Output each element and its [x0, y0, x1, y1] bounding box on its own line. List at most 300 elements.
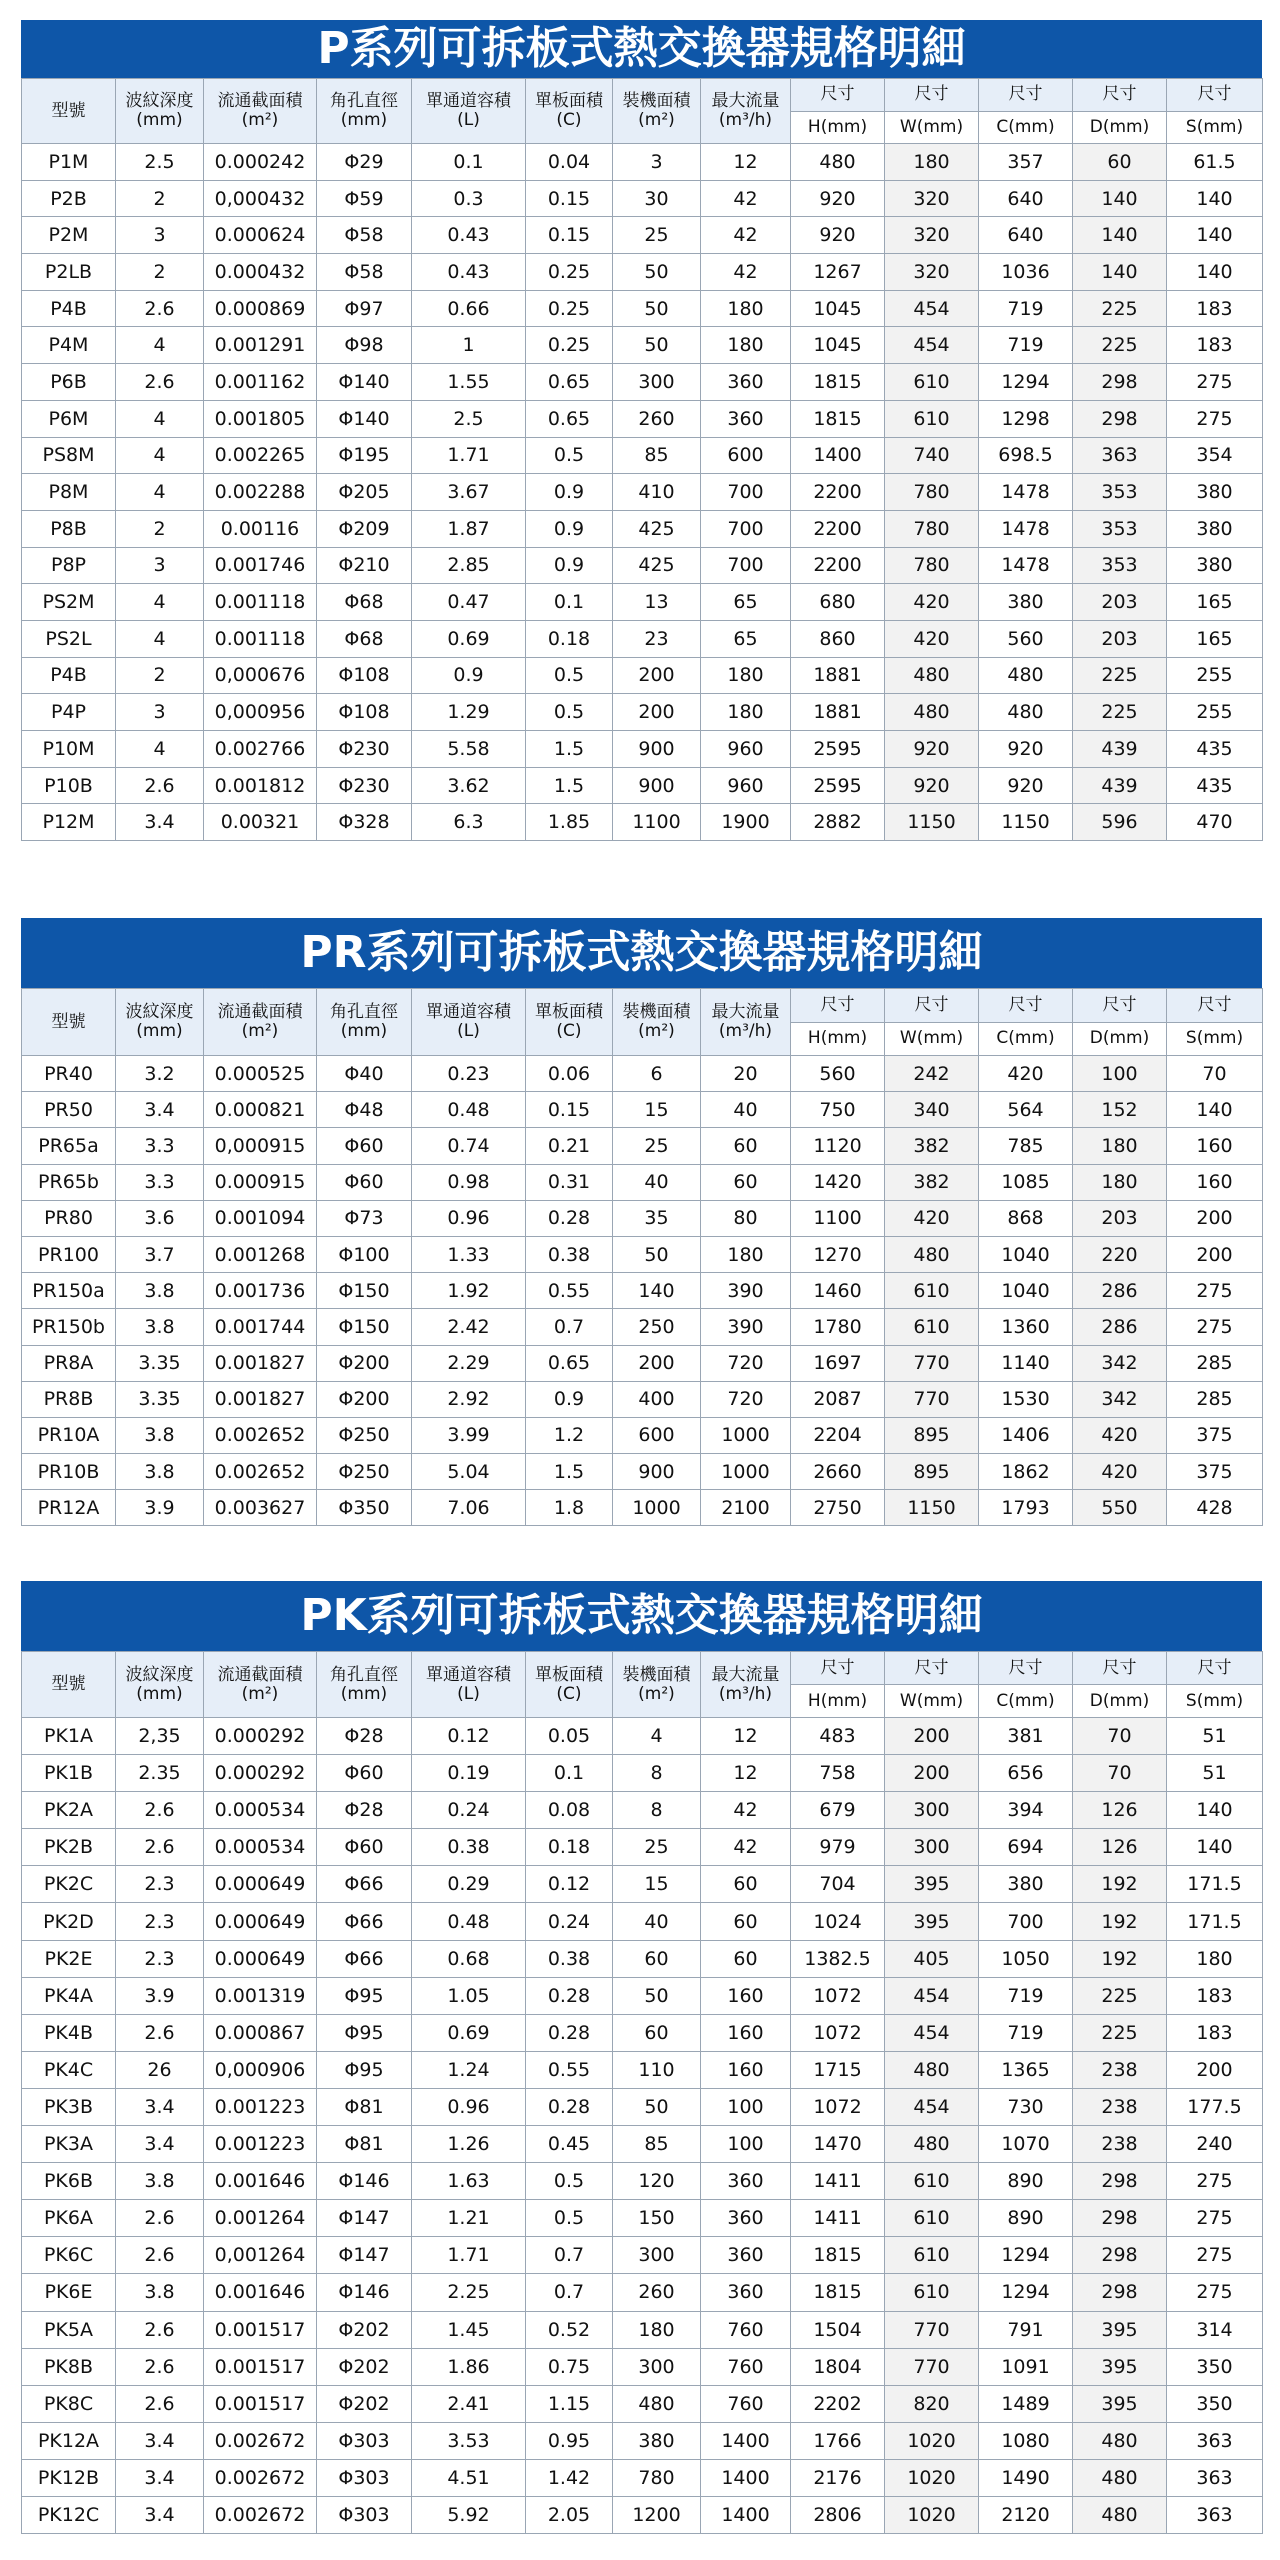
cell-max-flow: 2100	[701, 1490, 791, 1526]
cell-dim-c: 480	[979, 657, 1073, 694]
cell-dim-h: 1504	[791, 2311, 885, 2348]
cell-dim-c: 1489	[979, 2385, 1073, 2422]
cell-machine-area: 150	[613, 2200, 701, 2237]
header-dimension	[1073, 989, 1167, 1023]
cell-dim-c: 698.5	[979, 437, 1073, 474]
header-dim-c	[979, 1022, 1073, 1056]
cell-machine-area: 50	[613, 2088, 701, 2125]
cell-machine-area: 900	[613, 767, 701, 804]
cell-dim-w: 770	[885, 2311, 979, 2348]
header-unit: W(mm)	[899, 116, 964, 137]
cell-dim-d: 353	[1073, 474, 1167, 511]
cell-machine-area: 50	[613, 254, 701, 291]
cell-model: PS8M	[22, 437, 116, 474]
cell-model: P4B	[22, 657, 116, 694]
cell-wave-depth: 2.5	[116, 144, 204, 181]
cell-channel-volume: 1.87	[412, 510, 526, 547]
cell-model: P2LB	[22, 254, 116, 291]
header-flow-area	[204, 1652, 317, 1718]
cell-model: PR65a	[22, 1128, 116, 1164]
cell-dim-w: 1020	[885, 2422, 979, 2459]
header-label: 波紋深度	[125, 91, 194, 111]
cell-model: P4B	[22, 290, 116, 327]
cell-dim-h: 680	[791, 584, 885, 621]
cell-dim-w: 382	[885, 1164, 979, 1200]
table-row	[22, 620, 1263, 657]
cell-dim-s: 375	[1167, 1417, 1263, 1453]
cell-dim-w: 320	[885, 180, 979, 217]
cell-flow-area: 0.000292	[204, 1755, 317, 1792]
cell-dim-d: 203	[1073, 620, 1167, 657]
cell-machine-area: 1200	[613, 2496, 701, 2533]
cell-channel-volume: 0.98	[412, 1164, 526, 1200]
cell-dim-h: 2200	[791, 547, 885, 584]
cell-plate-area: 0.9	[526, 510, 613, 547]
cell-model: PK1A	[22, 1718, 116, 1755]
cell-dim-c: 1150	[979, 804, 1073, 841]
cell-dim-s: 350	[1167, 2348, 1263, 2385]
header-unit: (C)	[556, 1021, 582, 1041]
cell-plate-area: 2.05	[526, 2496, 613, 2533]
cell-dim-d: 395	[1073, 2348, 1167, 2385]
cell-plate-area: 1.2	[526, 1417, 613, 1453]
cell-dim-h: 1411	[791, 2163, 885, 2200]
cell-channel-volume: 0.9	[412, 657, 526, 694]
cell-plate-area: 0.21	[526, 1128, 613, 1164]
cell-dim-c: 1294	[979, 364, 1073, 401]
cell-dim-d: 140	[1073, 254, 1167, 291]
cell-dim-h: 1400	[791, 437, 885, 474]
cell-channel-volume: 5.58	[412, 731, 526, 768]
table-row	[22, 1829, 1263, 1866]
cell-model: P10B	[22, 767, 116, 804]
cell-dim-w: 780	[885, 547, 979, 584]
cell-dim-c: 381	[979, 1718, 1073, 1755]
cell-dim-w: 1150	[885, 804, 979, 841]
header-dim-c	[979, 1685, 1073, 1718]
cell-channel-volume: 0.74	[412, 1128, 526, 1164]
cell-plate-area: 0.9	[526, 547, 613, 584]
cell-port-diameter: Φ95	[317, 2014, 412, 2051]
cell-channel-volume: 7.06	[412, 1490, 526, 1526]
cell-max-flow: 700	[701, 510, 791, 547]
cell-dim-c: 1793	[979, 1490, 1073, 1526]
cell-model: PR10A	[22, 1417, 116, 1453]
cell-dim-h: 1270	[791, 1236, 885, 1272]
cell-dim-c: 357	[979, 144, 1073, 181]
cell-dim-h: 679	[791, 1792, 885, 1829]
pk-series-title: PK系列可拆板式熱交換器規格明細	[21, 1581, 1262, 1651]
cell-dim-d: 126	[1073, 1792, 1167, 1829]
header-flow-area	[204, 79, 317, 144]
cell-dim-d: 238	[1073, 2051, 1167, 2088]
cell-dim-s: 140	[1167, 1792, 1263, 1829]
cell-dim-c: 640	[979, 217, 1073, 254]
header-unit: (L)	[457, 110, 480, 130]
cell-flow-area: 0.001094	[204, 1200, 317, 1236]
cell-channel-volume: 1	[412, 327, 526, 364]
cell-wave-depth: 26	[116, 2051, 204, 2088]
cell-machine-area: 425	[613, 510, 701, 547]
cell-dim-d: 152	[1073, 1092, 1167, 1128]
cell-wave-depth: 3.9	[116, 1977, 204, 2014]
cell-max-flow: 65	[701, 620, 791, 657]
cell-max-flow: 180	[701, 694, 791, 731]
cell-channel-volume: 2.85	[412, 547, 526, 584]
header-unit: C(mm)	[996, 1690, 1055, 1711]
cell-plate-area: 0.7	[526, 2237, 613, 2274]
cell-machine-area: 900	[613, 731, 701, 768]
table-row	[22, 694, 1263, 731]
cell-dim-h: 1804	[791, 2348, 885, 2385]
cell-port-diameter: Φ303	[317, 2422, 412, 2459]
cell-dim-s: 470	[1167, 804, 1263, 841]
cell-dim-w: 610	[885, 2237, 979, 2274]
table-row	[22, 804, 1263, 841]
cell-port-diameter: Φ303	[317, 2459, 412, 2496]
cell-port-diameter: Φ140	[317, 364, 412, 401]
header-label: 流通截面積	[217, 1664, 303, 1685]
table-row	[22, 1417, 1263, 1453]
cell-dim-c: 700	[979, 1903, 1073, 1940]
cell-machine-area: 200	[613, 1345, 701, 1381]
cell-channel-volume: 3.53	[412, 2422, 526, 2459]
header-dimension	[1073, 1652, 1167, 1685]
p-series-panel	[21, 20, 1262, 841]
cell-flow-area: 0.000649	[204, 1940, 317, 1977]
header-label: 裝機面積	[622, 1664, 691, 1685]
cell-dim-w: 1150	[885, 1490, 979, 1526]
cell-channel-volume: 5.92	[412, 2496, 526, 2533]
cell-dim-d: 238	[1073, 2088, 1167, 2125]
cell-model: P1M	[22, 144, 116, 181]
cell-dim-h: 1045	[791, 290, 885, 327]
header-unit: S(mm)	[1185, 116, 1244, 137]
header-dimension	[1167, 1652, 1263, 1685]
cell-max-flow: 65	[701, 584, 791, 621]
cell-port-diameter: Φ60	[317, 1164, 412, 1200]
cell-dim-s: 435	[1167, 767, 1263, 804]
cell-wave-depth: 3.8	[116, 1417, 204, 1453]
cell-machine-area: 425	[613, 547, 701, 584]
cell-max-flow: 60	[701, 1866, 791, 1903]
cell-model: PK2B	[22, 1829, 116, 1866]
cell-dim-s: 240	[1167, 2126, 1263, 2163]
cell-plate-area: 0.04	[526, 144, 613, 181]
cell-dim-d: 395	[1073, 2311, 1167, 2348]
cell-port-diameter: Φ28	[317, 1792, 412, 1829]
header-plate-area	[526, 79, 613, 144]
cell-plate-area: 0.18	[526, 620, 613, 657]
header-label: 波紋深度	[125, 1002, 194, 1022]
cell-channel-volume: 1.21	[412, 2200, 526, 2237]
cell-dim-w: 395	[885, 1903, 979, 1940]
cell-flow-area: 0.001805	[204, 400, 317, 437]
header-label: 型號	[51, 1674, 86, 1694]
cell-dim-h: 1470	[791, 2126, 885, 2163]
header-label: 尺寸	[1197, 994, 1232, 1015]
cell-max-flow: 360	[701, 2237, 791, 2274]
cell-plate-area: 0.65	[526, 364, 613, 401]
cell-model: P6B	[22, 364, 116, 401]
table-row	[22, 364, 1263, 401]
cell-dim-d: 203	[1073, 1200, 1167, 1236]
header-unit: (L)	[457, 1021, 480, 1041]
cell-dim-s: 51	[1167, 1718, 1263, 1755]
cell-dim-c: 868	[979, 1200, 1073, 1236]
cell-wave-depth: 2.6	[116, 2200, 204, 2237]
cell-dim-d: 298	[1073, 400, 1167, 437]
cell-channel-volume: 0.12	[412, 1718, 526, 1755]
header-max-flow	[701, 79, 791, 144]
cell-model: PK2E	[22, 1940, 116, 1977]
cell-machine-area: 40	[613, 1164, 701, 1200]
cell-flow-area: 0.001517	[204, 2385, 317, 2422]
cell-dim-s: 180	[1167, 1940, 1263, 1977]
cell-dim-s: 354	[1167, 437, 1263, 474]
header-unit: D(mm)	[1089, 116, 1150, 137]
cell-channel-volume: 0.23	[412, 1056, 526, 1092]
cell-dim-s: 314	[1167, 2311, 1263, 2348]
cell-port-diameter: Φ150	[317, 1309, 412, 1345]
table-row	[22, 1092, 1263, 1128]
cell-wave-depth: 2.6	[116, 364, 204, 401]
cell-dim-w: 610	[885, 2200, 979, 2237]
cell-plate-area: 0.05	[526, 1718, 613, 1755]
cell-port-diameter: Φ209	[317, 510, 412, 547]
cell-wave-depth: 3.4	[116, 2496, 204, 2533]
header-dimension	[1167, 79, 1263, 112]
cell-model: P2M	[22, 217, 116, 254]
cell-dim-d: 225	[1073, 327, 1167, 364]
cell-dim-w: 770	[885, 1345, 979, 1381]
cell-max-flow: 180	[701, 290, 791, 327]
cell-dim-w: 420	[885, 620, 979, 657]
cell-wave-depth: 2.6	[116, 1792, 204, 1829]
cell-channel-volume: 2.41	[412, 2385, 526, 2422]
cell-dim-h: 1780	[791, 1309, 885, 1345]
cell-port-diameter: Φ97	[317, 290, 412, 327]
cell-model: PR12A	[22, 1490, 116, 1526]
header-unit: H(mm)	[807, 1690, 868, 1711]
header-label: 裝機面積	[622, 91, 691, 111]
cell-dim-d: 225	[1073, 2014, 1167, 2051]
cell-dim-s: 183	[1167, 2014, 1263, 2051]
cell-dim-h: 758	[791, 1755, 885, 1792]
cell-dim-s: 375	[1167, 1454, 1263, 1490]
cell-wave-depth: 2.6	[116, 2385, 204, 2422]
cell-plate-area: 0.28	[526, 1200, 613, 1236]
header-dimension	[979, 989, 1073, 1023]
cell-channel-volume: 1.86	[412, 2348, 526, 2385]
cell-dim-s: 183	[1167, 290, 1263, 327]
cell-port-diameter: Φ66	[317, 1866, 412, 1903]
cell-dim-d: 286	[1073, 1273, 1167, 1309]
cell-flow-area: 0.002672	[204, 2422, 317, 2459]
cell-plate-area: 0.5	[526, 694, 613, 731]
header-port-diameter	[317, 989, 412, 1056]
cell-flow-area: 0.000915	[204, 1164, 317, 1200]
cell-flow-area: 0.001517	[204, 2348, 317, 2385]
cell-dim-h: 1420	[791, 1164, 885, 1200]
cell-wave-depth: 2.6	[116, 1829, 204, 1866]
cell-port-diameter: Φ68	[317, 584, 412, 621]
cell-dim-h: 1411	[791, 2200, 885, 2237]
cell-max-flow: 390	[701, 1309, 791, 1345]
cell-dim-s: 140	[1167, 180, 1263, 217]
cell-port-diameter: Φ81	[317, 2088, 412, 2125]
cell-wave-depth: 3.7	[116, 1236, 204, 1272]
cell-dim-s: 177.5	[1167, 2088, 1263, 2125]
cell-plate-area: 0.12	[526, 1866, 613, 1903]
header-unit: C(mm)	[996, 1028, 1055, 1049]
cell-machine-area: 85	[613, 2126, 701, 2163]
table-row	[22, 1977, 1263, 2014]
cell-model: P8M	[22, 474, 116, 511]
cell-machine-area: 50	[613, 1236, 701, 1272]
cell-plate-area: 0.38	[526, 1940, 613, 1977]
cell-dim-d: 342	[1073, 1381, 1167, 1417]
cell-channel-volume: 0.47	[412, 584, 526, 621]
cell-flow-area: 0.002288	[204, 474, 317, 511]
header-port-diameter	[317, 79, 412, 144]
cell-flow-area: 0.000821	[204, 1092, 317, 1128]
cell-dim-d: 298	[1073, 2237, 1167, 2274]
cell-dim-s: 183	[1167, 1977, 1263, 2014]
cell-dim-s: 165	[1167, 584, 1263, 621]
cell-channel-volume: 1.71	[412, 437, 526, 474]
cell-wave-depth: 4	[116, 437, 204, 474]
cell-dim-s: 183	[1167, 327, 1263, 364]
cell-channel-volume: 0.43	[412, 217, 526, 254]
cell-dim-w: 405	[885, 1940, 979, 1977]
cell-channel-volume: 2.25	[412, 2274, 526, 2311]
cell-port-diameter: Φ81	[317, 2126, 412, 2163]
cell-dim-h: 1045	[791, 327, 885, 364]
cell-dim-d: 439	[1073, 767, 1167, 804]
table-row	[22, 2274, 1263, 2311]
header-channel-volume	[412, 1652, 526, 1718]
cell-dim-c: 890	[979, 2163, 1073, 2200]
cell-flow-area: 0.000534	[204, 1792, 317, 1829]
header-label: 流通截面積	[217, 1002, 303, 1022]
cell-flow-area: 0.000624	[204, 217, 317, 254]
cell-model: P6M	[22, 400, 116, 437]
cell-dim-h: 1881	[791, 657, 885, 694]
cell-wave-depth: 2.6	[116, 2311, 204, 2348]
header-label: 尺寸	[914, 1657, 949, 1678]
cell-port-diameter: Φ146	[317, 2274, 412, 2311]
cell-dim-w: 454	[885, 2014, 979, 2051]
cell-dim-h: 2660	[791, 1454, 885, 1490]
header-dimension	[885, 1652, 979, 1685]
cell-plate-area: 0.7	[526, 2274, 613, 2311]
cell-dim-h: 2595	[791, 767, 885, 804]
cell-model: PR10B	[22, 1454, 116, 1490]
cell-dim-w: 920	[885, 731, 979, 768]
cell-flow-area: 0.001291	[204, 327, 317, 364]
cell-port-diameter: Φ210	[317, 547, 412, 584]
cell-model: P10M	[22, 731, 116, 768]
cell-machine-area: 600	[613, 1417, 701, 1453]
header-dimension	[791, 989, 885, 1023]
cell-dim-d: 70	[1073, 1718, 1167, 1755]
cell-machine-area: 110	[613, 2051, 701, 2088]
cell-plate-area: 0.08	[526, 1792, 613, 1829]
cell-dim-h: 480	[791, 144, 885, 181]
cell-model: P2B	[22, 180, 116, 217]
pr-series-table	[21, 988, 1263, 1526]
cell-channel-volume: 0.96	[412, 1200, 526, 1236]
cell-dim-d: 286	[1073, 1309, 1167, 1345]
cell-dim-d: 192	[1073, 1903, 1167, 1940]
cell-plate-area: 0.65	[526, 400, 613, 437]
cell-dim-h: 920	[791, 180, 885, 217]
cell-wave-depth: 3.4	[116, 2088, 204, 2125]
cell-dim-w: 320	[885, 217, 979, 254]
cell-dim-w: 1020	[885, 2496, 979, 2533]
cell-channel-volume: 1.33	[412, 1236, 526, 1272]
cell-dim-s: 435	[1167, 731, 1263, 768]
cell-plate-area: 0.45	[526, 2126, 613, 2163]
header-unit: S(mm)	[1185, 1028, 1244, 1049]
table-row	[22, 400, 1263, 437]
cell-port-diameter: Φ59	[317, 180, 412, 217]
cell-max-flow: 160	[701, 2051, 791, 2088]
cell-max-flow: 1400	[701, 2422, 791, 2459]
cell-port-diameter: Φ108	[317, 694, 412, 731]
header-label: 尺寸	[1102, 994, 1137, 1015]
cell-flow-area: 0,000676	[204, 657, 317, 694]
table-row	[22, 2051, 1263, 2088]
cell-channel-volume: 1.29	[412, 694, 526, 731]
cell-port-diameter: Φ147	[317, 2200, 412, 2237]
header-dimension	[1167, 989, 1263, 1023]
cell-channel-volume: 4.51	[412, 2459, 526, 2496]
header-max-flow	[701, 989, 791, 1056]
cell-model: PK2A	[22, 1792, 116, 1829]
cell-dim-w: 1020	[885, 2459, 979, 2496]
cell-max-flow: 180	[701, 657, 791, 694]
cell-machine-area: 23	[613, 620, 701, 657]
header-unit: (m³/h)	[718, 1021, 773, 1041]
cell-dim-s: 285	[1167, 1345, 1263, 1381]
cell-flow-area: 0.001118	[204, 620, 317, 657]
cell-dim-s: 275	[1167, 1273, 1263, 1309]
cell-dim-d: 420	[1073, 1454, 1167, 1490]
cell-dim-s: 363	[1167, 2496, 1263, 2533]
cell-dim-c: 1050	[979, 1940, 1073, 1977]
header-dim-s	[1167, 1685, 1263, 1718]
cell-dim-s: 285	[1167, 1381, 1263, 1417]
header-unit: (mm)	[340, 110, 388, 130]
cell-dim-d: 550	[1073, 1490, 1167, 1526]
cell-dim-c: 1036	[979, 254, 1073, 291]
cell-dim-w: 895	[885, 1417, 979, 1453]
cell-wave-depth: 2	[116, 254, 204, 291]
cell-dim-d: 298	[1073, 2200, 1167, 2237]
header-dimension	[1073, 79, 1167, 112]
cell-machine-area: 8	[613, 1792, 701, 1829]
cell-model: PK6C	[22, 2237, 116, 2274]
cell-plate-area: 1.8	[526, 1490, 613, 1526]
cell-channel-volume: 0.69	[412, 620, 526, 657]
cell-dim-h: 1382.5	[791, 1940, 885, 1977]
cell-dim-d: 225	[1073, 1977, 1167, 2014]
header-label: 單板面積	[535, 91, 603, 111]
cell-flow-area: 0.000242	[204, 144, 317, 181]
header-label: 最大流量	[711, 91, 780, 111]
